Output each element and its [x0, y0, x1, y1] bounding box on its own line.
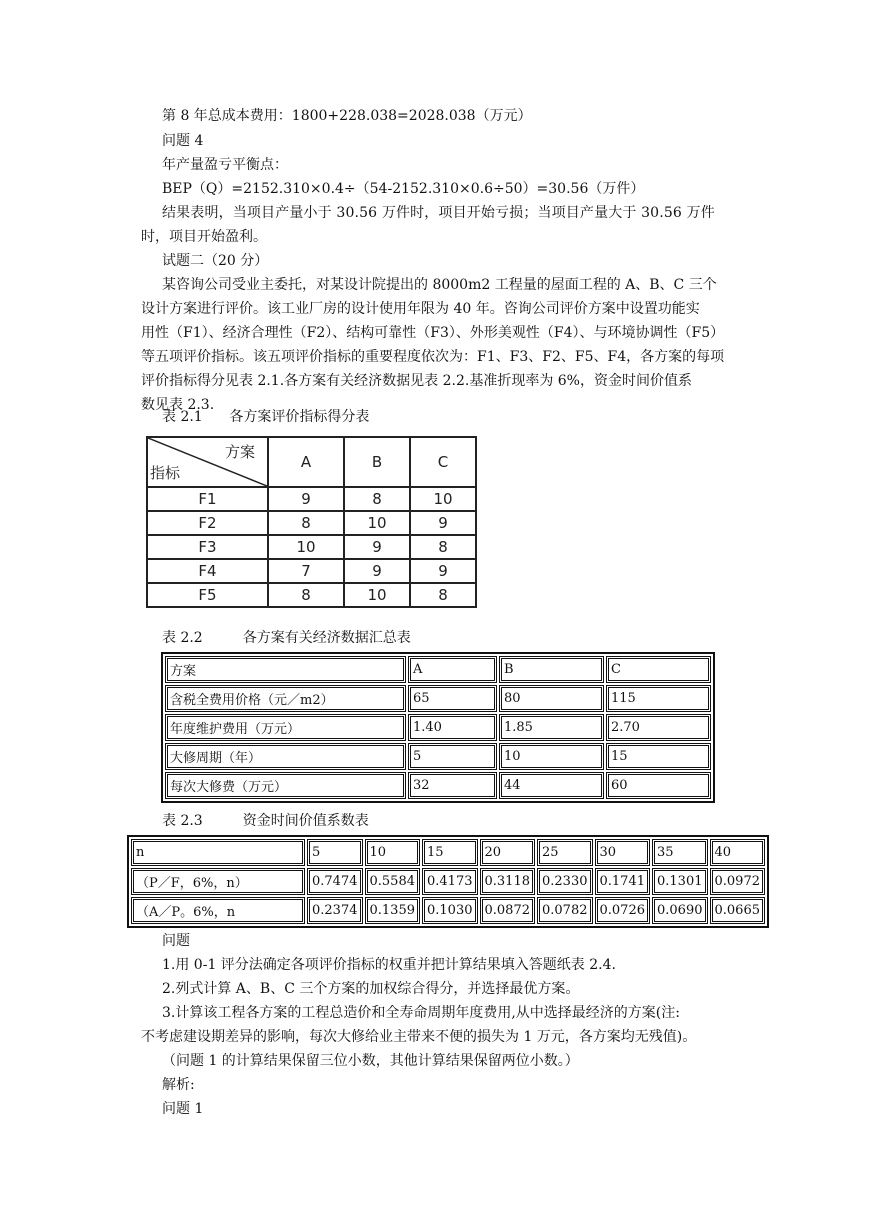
table-cell: 0.0690 [652, 897, 708, 924]
table-cell: 10 [410, 487, 476, 511]
corner-label-scheme: 方案 [224, 443, 255, 461]
table-row [131, 868, 765, 895]
table-cell: 0.5584 [365, 868, 421, 895]
table-cell: 8 [268, 583, 344, 607]
question-2: 2.列式计算 A、B、C 三个方案的加权综合得分，并选择最优方案。 [162, 981, 580, 997]
question-3: 3.计算该工程各方案的工程总造价和全寿命周期年度费用,从中选择最经济的方案(注: [162, 1005, 680, 1021]
table-cell: 0.0872 [480, 897, 536, 924]
questions-heading: 问题 [162, 933, 190, 949]
text-line: 时，项目开始盈利。 [141, 229, 267, 245]
table-cell: 15 [422, 839, 478, 866]
row-label: 方案 [165, 656, 406, 683]
paragraph-line: 等五项评价指标。该五项评价指标的重要程度依次为：F1、F3、F2、F5、F4，各方案的每项 [141, 349, 725, 365]
table-cell: 0.1030 [422, 897, 478, 924]
corner-label-index: 指标 [150, 464, 181, 482]
section-heading: 试题二（20 分） [162, 253, 269, 269]
table-cell: 0.2330 [537, 868, 593, 895]
diagonal-header-cell [147, 437, 268, 487]
table-cell: 2.70 [606, 714, 711, 741]
table-cell: A [408, 656, 497, 683]
paragraph-line: 数见表 2.3. [141, 397, 215, 413]
table-cell: 15 [606, 743, 711, 770]
table-2-3 [127, 835, 769, 928]
table-row [165, 714, 711, 741]
table-cell: 30 [595, 839, 651, 866]
table-cell: 5 [307, 839, 363, 866]
text-line: 结果表明，当项目产量小于 30.56 万件时，项目开始亏损；当项目产量大于 30.56 万件 [162, 205, 715, 221]
table-cell: 9 [344, 559, 410, 583]
table-cell: 20 [480, 839, 536, 866]
table-cell: 1.85 [499, 714, 604, 741]
table-caption-2-3: 表 2.3 资金时间价值系数表 [162, 813, 369, 829]
table-cell: 8 [344, 487, 410, 511]
table-cell: 0.0782 [537, 897, 593, 924]
table-cell: 9 [344, 535, 410, 559]
row-label: F5 [147, 583, 268, 607]
text-line: 年产量盈亏平衡点： [162, 157, 288, 173]
question-1: 1.用 0-1 评分法确定各项评价指标的权重并把计算结果填入答题纸表 2.4. [162, 957, 616, 973]
table-row [165, 772, 711, 799]
table-cell: 8 [410, 535, 476, 559]
table-cell: 10 [344, 583, 410, 607]
table-cell: 0.2374 [307, 897, 363, 924]
table-cell: 5 [408, 743, 497, 770]
table-cell: 0.1741 [595, 868, 651, 895]
table-cell: 9 [410, 559, 476, 583]
row-label: F4 [147, 559, 268, 583]
table-cell: 44 [499, 772, 604, 799]
table-cell: 1.40 [408, 714, 497, 741]
table-row [147, 487, 476, 511]
row-label: F3 [147, 535, 268, 559]
table-row [147, 583, 476, 607]
column-header: C [410, 437, 476, 487]
table-row [147, 559, 476, 583]
rounding-note: （问题 1 的计算结果保留三位小数，其他计算结果保留两位小数。） [162, 1053, 579, 1069]
row-label: 含税全费用价格（元／m2） [165, 685, 406, 712]
paragraph-line: 评价指标得分见表 2.1.各方案有关经济数据见表 2.2.基准折现率为 6%，资金时间价值系 [141, 373, 692, 389]
formula-line: BEP（Q）=2152.310×0.4÷（54-2152.310×0.6÷50）=30.56（万件） [162, 181, 645, 197]
table-cell: 0.0726 [595, 897, 651, 924]
table-row [131, 839, 765, 866]
row-label: 大修周期（年） [165, 743, 406, 770]
table-row [147, 511, 476, 535]
analysis-heading: 解析: [162, 1077, 195, 1093]
table-2-1 [146, 436, 477, 608]
table-cell: 25 [537, 839, 593, 866]
table-cell: 0.4173 [422, 868, 478, 895]
row-label: F2 [147, 511, 268, 535]
table-caption-2-1: 表 2.1 各方案评价指标得分表 [162, 409, 370, 425]
table-cell: 10 [344, 511, 410, 535]
table-cell: 0.0972 [710, 868, 766, 895]
table-row [165, 743, 711, 770]
table-cell: 0.1359 [365, 897, 421, 924]
table-cell: C [606, 656, 711, 683]
column-header: A [268, 437, 344, 487]
paragraph-line: 某咨询公司受业主委托，对某设计院提出的 8000m2 工程量的屋面工程的 A、B、C 三个 [162, 277, 717, 293]
row-label: n [131, 839, 305, 866]
table-cell: 7 [268, 559, 344, 583]
text-line: 问题 4 [162, 133, 204, 149]
table-caption-2-2: 表 2.2 各方案有关经济数据汇总表 [162, 630, 411, 646]
table-cell: 8 [268, 511, 344, 535]
table-row [165, 685, 711, 712]
row-label: 年度维护费用（万元） [165, 714, 406, 741]
row-label: （A／P。6%，n [131, 897, 305, 924]
table-cell: 0.1301 [652, 868, 708, 895]
table-2-2 [161, 652, 715, 803]
table-cell: 10 [268, 535, 344, 559]
table-cell: 0.3118 [480, 868, 536, 895]
table-cell: 10 [365, 839, 421, 866]
table-cell: 9 [268, 487, 344, 511]
table-cell: 9 [410, 511, 476, 535]
question-3-continued: 不考虑建设期差异的影响，每次大修给业主带来不便的损失为 1 万元，各方案均无残值)。 [141, 1029, 697, 1045]
row-label: （P／F，6%，n） [131, 868, 305, 895]
table-cell: 0.7474 [307, 868, 363, 895]
paragraph-line: 设计方案进行评价。该工业厂房的设计使用年限为 40 年。咨询公司评价方案中设置功能实 [141, 301, 700, 317]
paragraph-line: 用性（F1）、经济合理性（F2）、结构可靠性（F3）、外形美观性（F4）、与环境协调性（F5） [141, 325, 725, 341]
table-cell: 115 [606, 685, 711, 712]
table-cell: 35 [652, 839, 708, 866]
row-label: 每次大修费（万元） [165, 772, 406, 799]
row-label: F1 [147, 487, 268, 511]
table-cell: 80 [499, 685, 604, 712]
table-row [165, 656, 711, 683]
table-row [147, 535, 476, 559]
table-cell: 60 [606, 772, 711, 799]
table-cell: 32 [408, 772, 497, 799]
table-cell: 8 [410, 583, 476, 607]
column-header: B [344, 437, 410, 487]
table-row [131, 897, 765, 924]
table-cell: 40 [710, 839, 766, 866]
table-cell: 65 [408, 685, 497, 712]
table-cell: 10 [499, 743, 604, 770]
analysis-question-1: 问题 1 [162, 1101, 204, 1117]
table-cell: 0.0665 [710, 897, 766, 924]
text-line: 第 8 年总成本费用：1800+228.038=2028.038（万元） [162, 108, 532, 124]
table-cell: B [499, 656, 604, 683]
